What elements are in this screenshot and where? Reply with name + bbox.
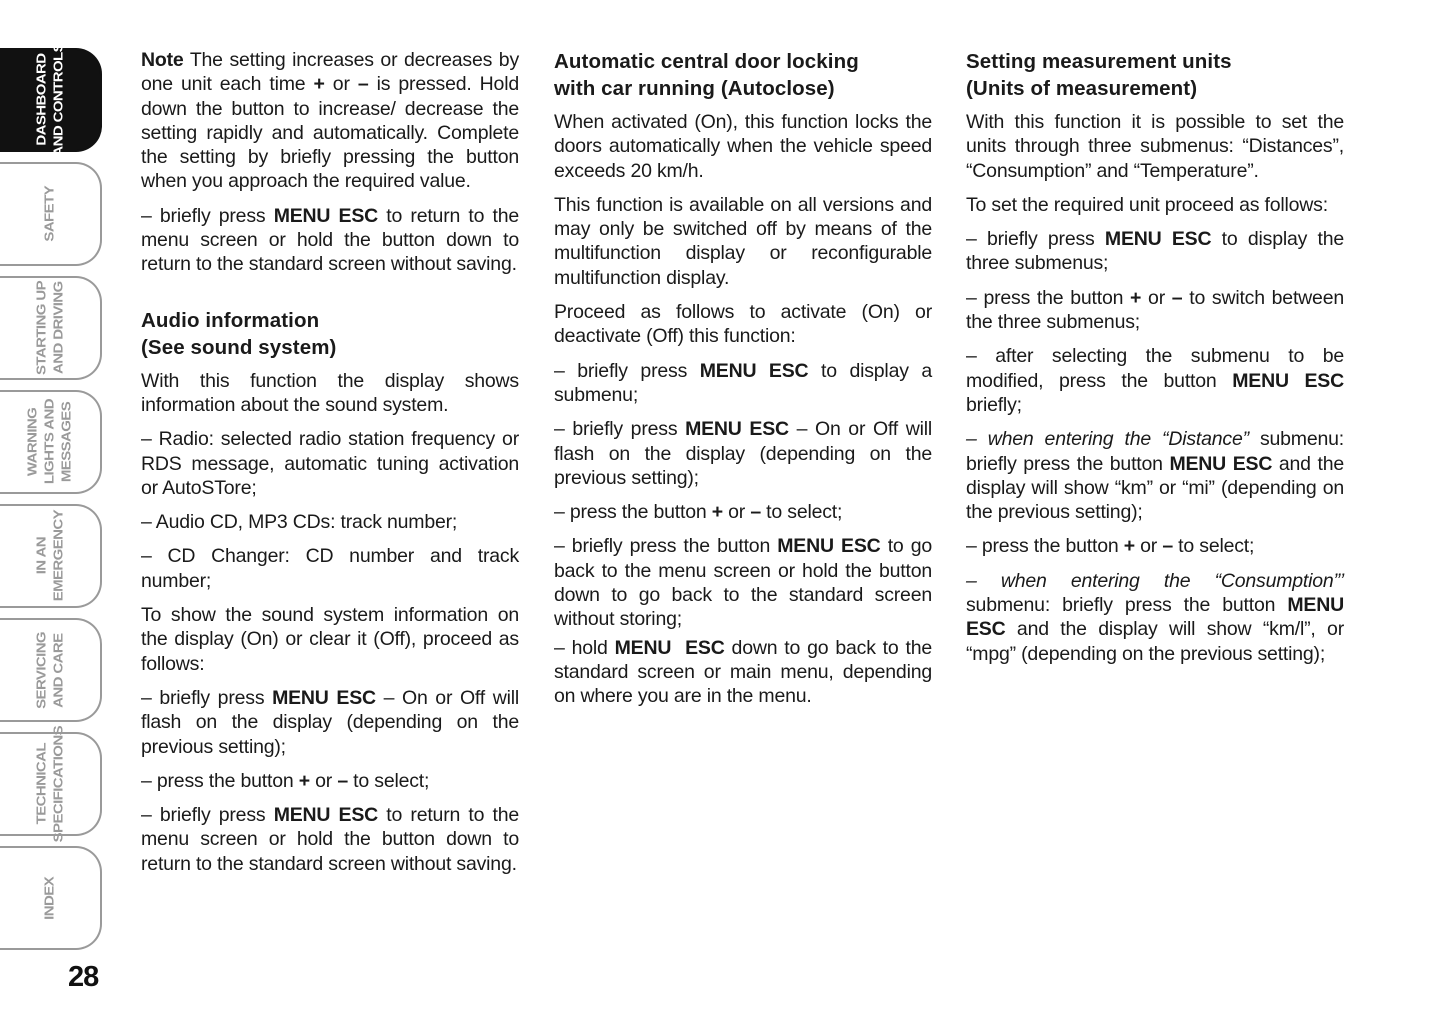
paragraph bbox=[554, 500, 932, 524]
tab-starting-up-and-driving[interactable] bbox=[0, 276, 102, 380]
text: – briefly press bbox=[141, 804, 274, 827]
text: submenu: briefly press the button bbox=[966, 428, 1344, 475]
text: or bbox=[722, 501, 751, 524]
text: to return to the menu screen or hold the button down to return to the standard screen without saving. bbox=[141, 204, 519, 276]
heading-line: with car running (Autoclose) bbox=[554, 77, 835, 100]
tab-label-line: SAFETY bbox=[42, 186, 57, 242]
tab-label-line: AND CONTROLS bbox=[50, 43, 66, 157]
text: – press the button bbox=[966, 535, 1124, 558]
paragraph: Proceed as follows to activate (On) or deactivate (Off) this function: bbox=[554, 301, 932, 348]
tab-label-line: AND DRIVING bbox=[50, 281, 66, 375]
minus-symbol: – bbox=[1162, 535, 1173, 558]
menu-esc-key: MENU ESC bbox=[699, 359, 809, 382]
menu-esc-key: MENU ESC bbox=[1169, 452, 1273, 475]
text: – On or Off will flash on the display (depending on the previous setting); bbox=[141, 686, 519, 758]
plus-symbol: + bbox=[1130, 286, 1142, 309]
paragraph bbox=[141, 686, 519, 759]
text: down to go back to the standard screen or main menu, depending on where you are in the menu. bbox=[554, 636, 932, 708]
plus-symbol: + bbox=[298, 769, 310, 792]
note-label: Note bbox=[141, 49, 184, 71]
tab-warning-lights-and-messages[interactable] bbox=[0, 390, 102, 494]
paragraph: With this function it is possible to set the units through three submenus: “Distances”, “Consumption” and “Temperature”. bbox=[966, 111, 1344, 182]
paragraph bbox=[966, 534, 1344, 558]
text: and the display will show “km/l”, or “mpg” (depending on the previous setting); bbox=[966, 618, 1344, 665]
text: – briefly press bbox=[141, 204, 274, 227]
tab-label-line: EMERGENCY bbox=[50, 510, 66, 602]
paragraph bbox=[554, 636, 932, 709]
text: – press the button bbox=[141, 769, 299, 792]
tab-label-line: IN AN bbox=[33, 537, 49, 575]
paragraph: When activated (On), this function locks the doors automatically when the vehicle speed exceeds 20 km/h. bbox=[554, 111, 932, 182]
paragraph: – Audio CD, MP3 CDs: track number; bbox=[141, 511, 458, 534]
paragraph bbox=[141, 48, 519, 194]
tab-label-line: SERVICING bbox=[33, 631, 49, 709]
tab-label-line: WARNING bbox=[25, 407, 40, 477]
tab-technical-specifications[interactable] bbox=[0, 725, 102, 843]
text: to display a submenu; bbox=[554, 359, 932, 406]
paragraph bbox=[966, 344, 1344, 417]
menu-esc-key: MENU ESC bbox=[777, 535, 881, 558]
minus-symbol: – bbox=[1171, 286, 1183, 309]
text: to display the three submenus; bbox=[966, 228, 1344, 275]
text: to select; bbox=[1172, 535, 1255, 558]
menu-esc-key: MENU ESC bbox=[273, 804, 379, 827]
text: – briefly press bbox=[554, 359, 700, 382]
paragraph: – CD Changer: CD number and track number; bbox=[141, 545, 519, 592]
heading-line: Audio information bbox=[141, 308, 320, 332]
text: – On or Off will flash on the display (depending on the previous setting); bbox=[554, 418, 932, 489]
text: The setting increases or decreases by one unit each time bbox=[141, 49, 519, 96]
tab-label-line: LIGHTS AND bbox=[42, 399, 57, 485]
page-number: 28 bbox=[68, 961, 99, 993]
text: to go back to the menu screen or hold the button down to go back to the standard screen without storing; bbox=[554, 535, 933, 631]
plus-symbol: + bbox=[1123, 535, 1135, 558]
text: to switch between the three submenus; bbox=[966, 286, 1344, 334]
heading-line: Setting measurement units bbox=[966, 50, 1232, 73]
menu-esc-key: MENU ESC bbox=[966, 594, 1344, 641]
text: briefly; bbox=[966, 393, 1022, 416]
text: – briefly press bbox=[141, 686, 273, 709]
paragraph bbox=[141, 803, 519, 876]
plus-symbol: + bbox=[711, 501, 723, 524]
section-heading bbox=[966, 48, 1344, 102]
column-3 bbox=[966, 48, 1344, 676]
paragraph bbox=[141, 204, 519, 277]
text: or bbox=[1141, 286, 1172, 309]
text: to select; bbox=[347, 769, 430, 792]
tab-label-line: SPECIFICATIONS bbox=[50, 725, 66, 843]
minus-symbol: – bbox=[337, 769, 348, 792]
paragraph bbox=[554, 534, 932, 631]
text: and the display will show “km” or “mi” (depending on the previous setting); bbox=[966, 452, 1344, 524]
paragraph bbox=[554, 417, 932, 490]
plus-symbol: + bbox=[313, 73, 325, 96]
paragraph bbox=[966, 427, 1344, 524]
text: – after selecting the submenu to be modified, press the button bbox=[966, 345, 1344, 392]
text: or bbox=[1134, 535, 1163, 558]
menu-esc-key: MENU ESC bbox=[273, 204, 379, 227]
tab-label-line: AND CARE bbox=[50, 632, 66, 708]
tab-label-line: TECHNICAL bbox=[33, 743, 49, 825]
heading-line: Automatic central door locking bbox=[554, 50, 859, 73]
paragraph bbox=[966, 569, 1344, 666]
text: – press the button bbox=[966, 286, 1131, 309]
text: submenu: briefly press the button bbox=[966, 594, 1288, 617]
tab-label-line: MESSAGES bbox=[59, 401, 74, 483]
text: or bbox=[309, 769, 338, 792]
text: – briefly press bbox=[966, 228, 1105, 251]
paragraph: To show the sound system information on the display (On) or clear it (Off), proceed as follows: bbox=[141, 604, 519, 675]
menu-esc-key: MENU ESC bbox=[614, 636, 725, 659]
menu-esc-key: MENU ESC bbox=[1232, 369, 1344, 392]
text: – press the button bbox=[554, 501, 712, 524]
paragraph: – Radio: selected radio station frequency or RDS message, automatic tuning activation or AutoSTore; bbox=[141, 428, 519, 499]
paragraph bbox=[554, 359, 932, 408]
minus-symbol: – bbox=[750, 501, 761, 524]
heading-line: (Units of measurement) bbox=[966, 77, 1198, 100]
tab-index[interactable] bbox=[0, 846, 102, 950]
text: – hold bbox=[554, 636, 615, 659]
tab-dashboard-and-controls[interactable] bbox=[0, 43, 102, 157]
italic-text: – when entering the “Distance” bbox=[966, 428, 1249, 451]
section-heading bbox=[554, 48, 932, 102]
text: – briefly press bbox=[554, 418, 686, 441]
menu-esc-key: MENU ESC bbox=[685, 418, 789, 441]
italic-text: – when entering the “Consumption”’ bbox=[966, 569, 1344, 592]
paragraph: To set the required unit proceed as follows: bbox=[966, 193, 1328, 216]
heading-line: (See sound system) bbox=[141, 335, 337, 359]
menu-esc-key: MENU ESC bbox=[1104, 228, 1212, 251]
paragraph bbox=[966, 227, 1344, 276]
paragraph bbox=[966, 286, 1344, 335]
tab-label-line: INDEX bbox=[42, 876, 57, 920]
section-heading bbox=[141, 307, 519, 361]
tab-label-line: DASHBOARD bbox=[33, 53, 49, 147]
tab-label-line: STARTING UP bbox=[33, 281, 49, 375]
paragraph: With this function the display shows information about the sound system. bbox=[141, 369, 519, 416]
text: or bbox=[324, 73, 358, 96]
tab-safety[interactable] bbox=[0, 162, 102, 266]
column-1 bbox=[141, 48, 519, 886]
tab-in-an-emergency[interactable] bbox=[0, 504, 102, 608]
minus-symbol: – bbox=[357, 73, 369, 96]
tab-servicing-and-care[interactable] bbox=[0, 618, 102, 722]
menu-esc-key: MENU ESC bbox=[272, 686, 376, 709]
text: to return to the menu screen or hold the button down to return to the standard screen without saving. bbox=[141, 804, 519, 875]
paragraph: This function is available on all versions and may only be switched off by means of the multifunction display or reconfigurable multifunction display. bbox=[554, 193, 932, 289]
column-2 bbox=[554, 48, 932, 719]
text: is pressed. Hold down the button to increase/ decrease the setting rapidly and automatically. Complete the setting by briefly pressing the button when you approach the required value. bbox=[141, 73, 519, 193]
paragraph bbox=[141, 769, 519, 793]
text: – briefly press the button bbox=[554, 535, 778, 558]
text: to select; bbox=[760, 501, 843, 524]
